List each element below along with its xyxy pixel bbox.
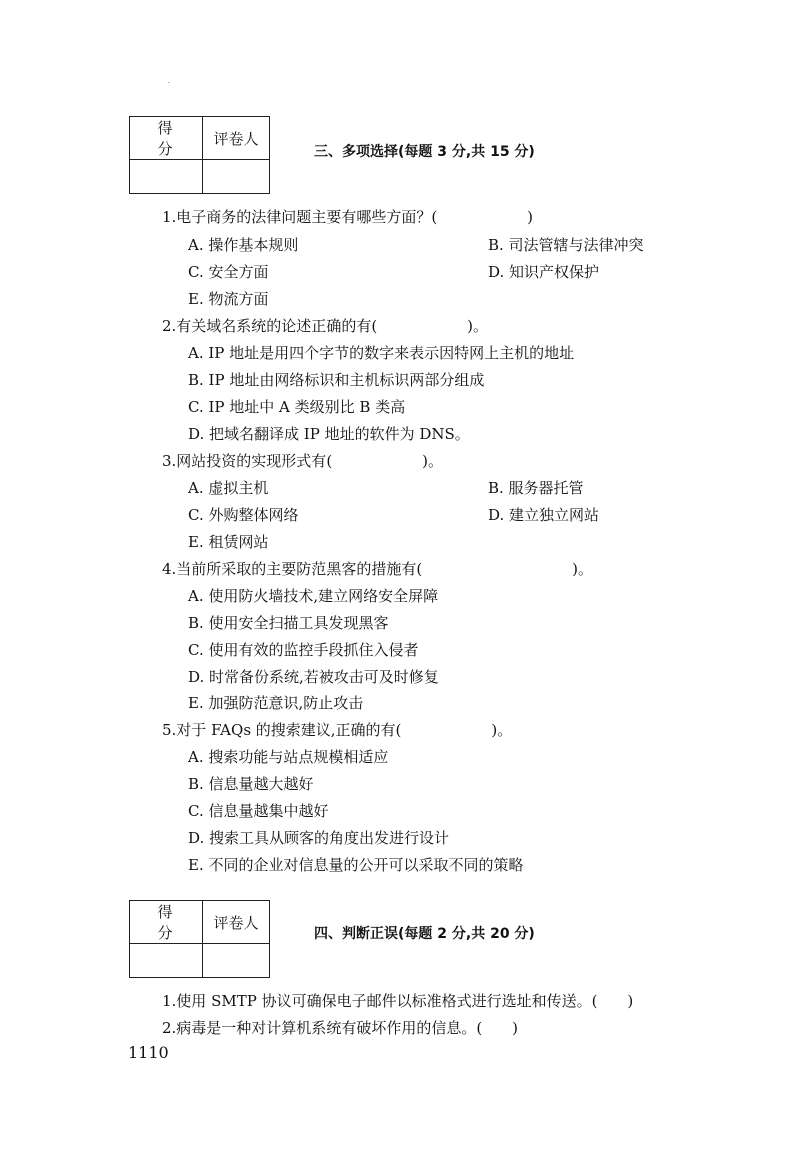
q1-option-c: C. 安全方面 (188, 263, 269, 281)
q2-option-b: B. IP 地址由网络标识和主机标识两部分组成 (188, 371, 485, 389)
q5-option-a: A. 搜索功能与站点规模相适应 (188, 748, 389, 766)
q1-option-b: B. 司法管辖与法律冲突 (488, 236, 644, 254)
section4-title: 四、判断正误(每题 2 分,共 20 分) (314, 926, 535, 942)
q1-option-a: A. 操作基本规则 (188, 236, 299, 254)
q3-option-c: C. 外购整体网络 (188, 506, 299, 524)
score-label: 得 分 (130, 901, 203, 944)
q2-option-a: A. IP 地址是用四个字节的数字来表示因特网上主机的地址 (188, 344, 575, 362)
speck-mark: · (168, 80, 170, 87)
q4-option-a: A. 使用防火墙技术,建立网络安全屏障 (188, 587, 439, 605)
section3-title: 三、多项选择(每题 3 分,共 15 分) (314, 144, 535, 160)
q3-option-a: A. 虚拟主机 (188, 479, 269, 497)
q5-option-d: D. 搜索工具从顾客的角度出发进行设计 (188, 829, 450, 847)
score-box-section3 (129, 116, 270, 194)
score-cell (130, 944, 203, 978)
grader-label: 评卷人 (203, 901, 270, 944)
q3-option-b: B. 服务器托管 (488, 479, 584, 497)
q2-option-d: D. 把域名翻译成 IP 地址的软件为 DNS。 (188, 425, 470, 443)
q1-stem: 1.电子商务的法律问题主要有哪些方面？( ) (162, 208, 534, 226)
page-number: 1110 (128, 1043, 169, 1062)
q3-stem: 3.网站投资的实现形式有( )。 (162, 452, 444, 470)
score-label: 得 分 (130, 117, 203, 160)
q4-option-b: B. 使用安全扫描工具发现黑客 (188, 614, 389, 632)
q3-option-d: D. 建立独立网站 (488, 506, 600, 524)
q4-option-d: D. 时常备份系统,若被攻击可及时修复 (188, 668, 439, 686)
q4-option-e: E. 加强防范意识,防止攻击 (188, 694, 364, 712)
q1-option-d: D. 知识产权保护 (488, 263, 600, 281)
grader-label: 评卷人 (203, 117, 270, 160)
q4-option-c: C. 使用有效的监控手段抓住入侵者 (188, 641, 419, 659)
q5-option-b: B. 信息量越大越好 (188, 775, 314, 793)
q5-option-c: C. 信息量越集中越好 (188, 802, 329, 820)
q3-option-e: E. 租赁网站 (188, 533, 269, 551)
score-box-section4 (129, 900, 270, 978)
q2-option-c: C. IP 地址中 A 类级别比 B 类高 (188, 398, 406, 416)
score-cell (130, 160, 203, 194)
q5-option-e: E. 不同的企业对信息量的公开可以采取不同的策略 (188, 856, 524, 874)
q4-stem: 4.当前所采取的主要防范黑客的措施有( )。 (162, 560, 594, 578)
q1-option-e: E. 物流方面 (188, 290, 269, 308)
q5-stem: 5.对于 FAQs 的搜索建议,正确的有( )。 (162, 721, 513, 739)
tf-q2: 2.病毒是一种对计算机系统有破坏作用的信息。( ) (162, 1019, 519, 1037)
tf-q1: 1.使用 SMTP 协议可确保电子邮件以标准格式进行选址和传送。( ) (162, 992, 634, 1010)
grader-cell (203, 944, 270, 978)
q2-stem: 2.有关域名系统的论述正确的有( )。 (162, 317, 489, 335)
grader-cell (203, 160, 270, 194)
